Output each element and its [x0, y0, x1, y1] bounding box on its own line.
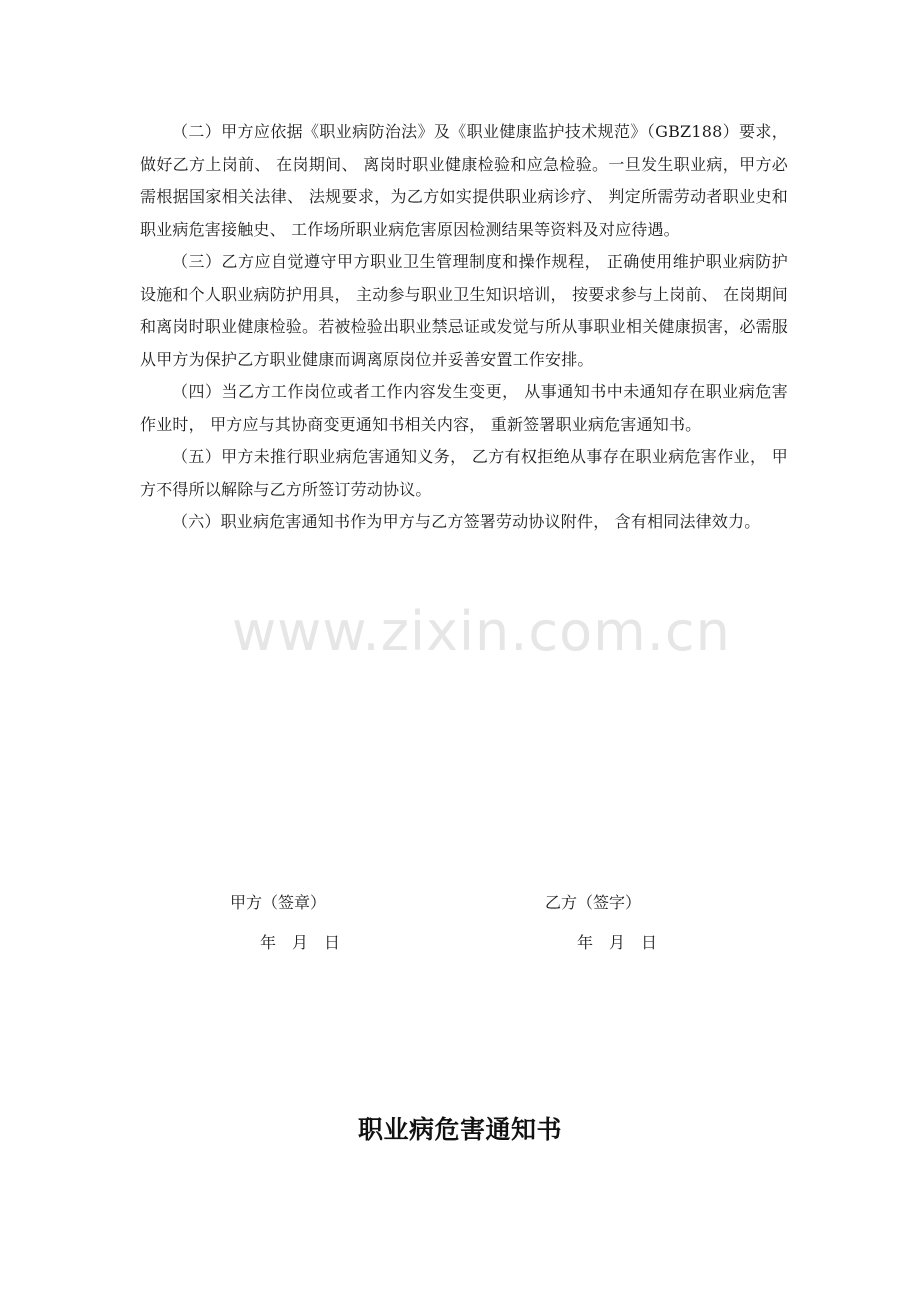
- party-a-date: 年 月 日: [260, 933, 341, 952]
- clause-5: （五）甲方未推行职业病危害通知义务， 乙方有权拒绝从事存在职业病危害作业， 甲方不得所以解除与乙方所签订劳动协议。: [140, 447, 788, 499]
- clause-6: （六）职业病危害通知书作为甲方与乙方签署劳动协议附件， 含有相同法律效力。: [172, 512, 761, 531]
- party-b-signature-label: 乙方（签字）: [545, 893, 642, 912]
- section-title: 职业病危害通知书: [357, 1115, 562, 1144]
- agreement-body: [140, 116, 788, 539]
- party-b-date: 年 月 日: [577, 933, 658, 952]
- clause-2: （二）甲方应依据《职业病防治法》及《职业健康监护技术规范》（GBZ188）要求， 做好乙方上岗前、 在岗期间、 离岗时职业健康检验和应急检验。一旦发生职业病，甲方必需根据国家相关法律、 法规要求，为乙方如实提供职业病诊疗、 判定所需劳动者职业史和职业病危害接触史、 工作场所职业病危害原因检测结果等资料及对应待遇。: [140, 122, 788, 239]
- clause-3: （三）乙方应自觉遵守甲方职业卫生管理制度和操作规程， 正确使用维护职业病防护设施和个人职业病防护用具， 主动参与职业卫生知识培训， 按要求参与上岗前、 在岗期间和离岗时职业健康检验。若被检验出职业禁忌证或发觉与所从事职业相关健康损害，必需服从甲方为保护乙方职业健康而调离原岗位并妥善安置工作安排。: [140, 252, 789, 369]
- watermark: www.zixin.com.cn: [232, 600, 731, 663]
- party-a-signature-label: 甲方（签章）: [230, 893, 327, 912]
- clause-4: （四）当乙方工作岗位或者工作内容发生变更， 从事通知书中未通知存在职业病危害作业时， 甲方应与其协商变更通知书相关内容， 重新签署职业病危害通知书。: [140, 382, 788, 434]
